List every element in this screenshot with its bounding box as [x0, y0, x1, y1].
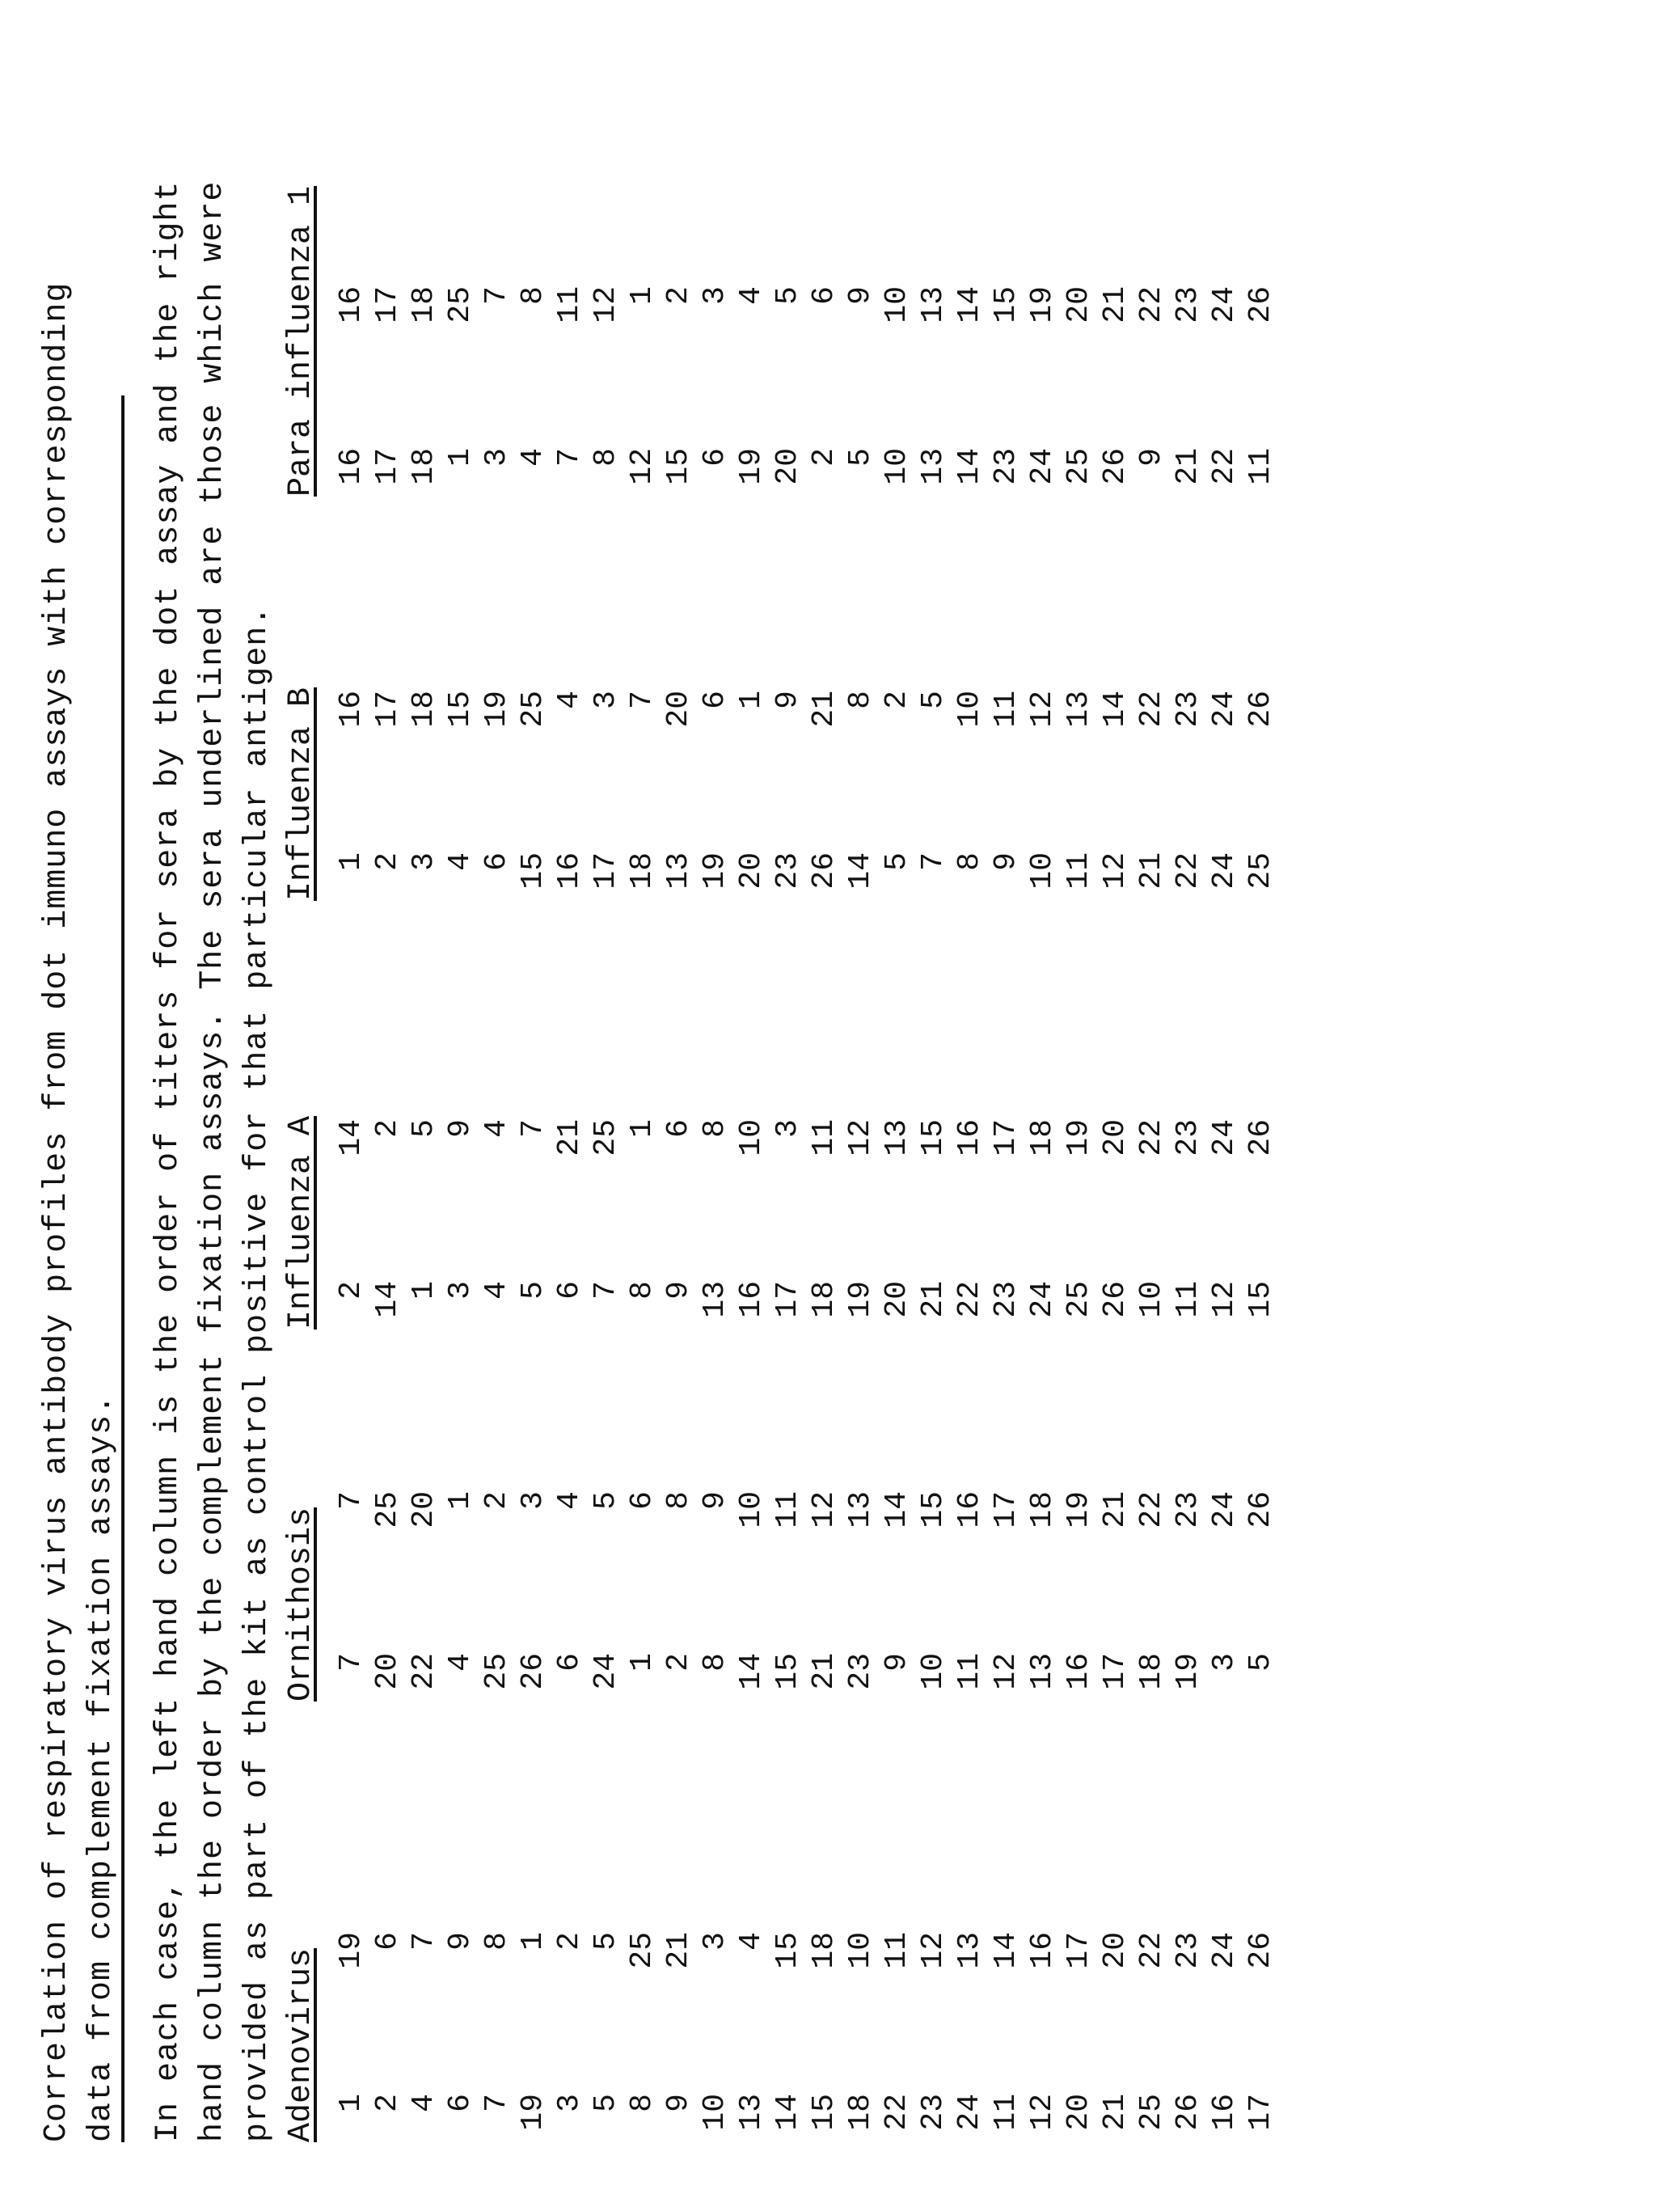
serum-rank-cell: 11	[880, 1932, 914, 1969]
serum-rank-cell: 4	[516, 448, 551, 467]
serum-rank-cell: 11	[552, 286, 587, 323]
serum-rank-cell: 5	[407, 1119, 441, 1138]
serum-rank-cell: 18	[407, 691, 441, 728]
serum-rank-cell: 16	[1062, 1653, 1096, 1690]
serum-rank-cell: 17	[770, 1281, 805, 1318]
serum-rank-cell: 18	[1025, 1491, 1060, 1528]
serum-rank-cell: 5	[589, 1491, 623, 1510]
antigen-group-title: Adenovirus	[283, 1947, 319, 2142]
serum-rank-cell: 3	[552, 2094, 587, 2112]
serum-rank-cell: 5	[516, 1281, 551, 1300]
serum-rank-cell: 14	[989, 1932, 1024, 1969]
serum-rank-cell: 19	[1062, 1491, 1096, 1528]
serum-rank-cell: 10	[880, 448, 914, 485]
serum-rank-cell: 23	[989, 1281, 1024, 1318]
serum-rank-cell: 10	[734, 1491, 769, 1528]
serum-rank-cell: 13	[661, 852, 696, 890]
serum-rank-cell: 22	[1171, 852, 1205, 890]
serum-rank-cell: 17	[1062, 1932, 1096, 1969]
serum-rank-cell: 20	[880, 1281, 914, 1318]
serum-rank-cell: 5	[880, 852, 914, 871]
antigen-group-title: Influenza B	[283, 687, 319, 901]
serum-rank-cell: 15	[916, 1491, 951, 1528]
serum-rank-cell: 10	[916, 1653, 951, 1690]
serum-rank-cell: 2	[479, 1491, 514, 1510]
serum-rank-cell: 4	[443, 852, 478, 871]
serum-rank-cell: 12	[625, 448, 660, 485]
serum-rank-cell: 15	[807, 2094, 842, 2131]
serum-rank-cell: 19	[479, 691, 514, 728]
serum-rank-cell: 24	[1025, 1281, 1060, 1318]
serum-rank-cell: 4	[734, 286, 769, 305]
serum-rank-cell: 10	[1134, 1281, 1169, 1318]
serum-rank-cell: 9	[880, 1653, 914, 1672]
serum-rank-cell: 19	[698, 852, 732, 890]
serum-rank-cell: 12	[1207, 1281, 1242, 1318]
serum-rank-cell: 8	[479, 1932, 514, 1951]
serum-rank-cell: 7	[334, 1653, 369, 1672]
serum-rank-cell: 8	[589, 448, 623, 467]
serum-rank-cell: 26	[1171, 2094, 1205, 2131]
serum-rank-cell: 25	[589, 1119, 623, 1156]
serum-rank-cell: 12	[916, 1932, 951, 1969]
serum-rank-cell: 24	[589, 1653, 623, 1690]
complement-fixation-column	[333, 1119, 1279, 1176]
serum-rank-cell: 2	[370, 1119, 405, 1138]
serum-rank-cell: 21	[916, 1281, 951, 1318]
serum-rank-cell: 16	[334, 691, 369, 728]
serum-rank-cell: 1	[334, 2094, 369, 2112]
serum-rank-cell: 13	[734, 2094, 769, 2131]
serum-rank-cell: 3	[479, 448, 514, 467]
serum-rank-cell: 2	[661, 1653, 696, 1672]
serum-rank-cell: 19	[334, 1932, 369, 1969]
serum-rank-cell: 19	[1025, 286, 1060, 323]
serum-rank-cell: 3	[443, 1281, 478, 1300]
serum-rank-cell: 20	[770, 448, 805, 485]
serum-rank-cell: 9	[1134, 448, 1169, 467]
serum-rank-cell: 14	[843, 852, 878, 890]
serum-rank-cell: 26	[1098, 1281, 1133, 1318]
serum-rank-cell: 22	[1134, 1491, 1169, 1528]
dot-assay-column	[333, 852, 1279, 901]
serum-rank-cell: 7	[407, 1932, 441, 1951]
serum-rank-cell: 8	[952, 852, 987, 871]
serum-rank-cell: 18	[625, 852, 660, 890]
serum-rank-cell: 24	[1207, 1119, 1242, 1156]
serum-rank-cell: 4	[407, 2094, 441, 2112]
serum-rank-cell: 15	[916, 1119, 951, 1156]
serum-rank-cell: 21	[1098, 286, 1133, 323]
serum-rank-cell: 5	[770, 286, 805, 305]
serum-rank-cell: 6	[370, 1932, 405, 1951]
serum-rank-cell: 16	[334, 286, 369, 323]
title-divider	[121, 395, 125, 2142]
serum-rank-cell: 3	[589, 691, 623, 709]
serum-rank-cell: 11	[1243, 448, 1278, 485]
serum-rank-cell: 17	[589, 852, 623, 890]
serum-rank-cell: 4	[734, 1932, 769, 1951]
serum-rank-cell: 25	[443, 286, 478, 323]
serum-rank-cell: 26	[1243, 1119, 1278, 1156]
serum-rank-cell: 11	[989, 2094, 1024, 2131]
serum-rank-cell: 17	[370, 448, 405, 485]
serum-rank-cell: 17	[370, 691, 405, 728]
serum-rank-cell: 16	[952, 1119, 987, 1156]
serum-rank-cell: 1	[625, 1653, 660, 1672]
serum-rank-cell: 19	[1171, 1653, 1205, 1690]
serum-rank-cell: 15	[516, 852, 551, 890]
serum-rank-cell: 12	[843, 1119, 878, 1156]
serum-rank-cell: 26	[516, 1653, 551, 1690]
serum-rank-cell: 2	[552, 1932, 587, 1951]
serum-rank-cell: 20	[1062, 286, 1096, 323]
serum-rank-cell: 7	[625, 691, 660, 709]
serum-rank-cell: 21	[1171, 448, 1205, 485]
serum-rank-cell: 1	[516, 1932, 551, 1951]
serum-rank-cell: 12	[1025, 2094, 1060, 2131]
serum-rank-cell: 21	[807, 691, 842, 728]
serum-rank-cell: 17	[1098, 1653, 1133, 1690]
serum-rank-cell: 3	[407, 852, 441, 871]
serum-rank-cell: 18	[1025, 1119, 1060, 1156]
serum-rank-cell: 14	[770, 2094, 805, 2131]
serum-rank-cell: 25	[370, 1491, 405, 1528]
serum-rank-cell: 23	[843, 1653, 878, 1690]
serum-rank-cell: 21	[807, 1653, 842, 1690]
serum-rank-cell: 21	[552, 1119, 587, 1156]
serum-rank-cell: 1	[625, 1119, 660, 1138]
serum-rank-cell: 16	[1025, 1932, 1060, 1969]
serum-rank-cell: 26	[1098, 448, 1133, 485]
serum-rank-cell: 6	[552, 1281, 587, 1300]
serum-rank-cell: 20	[370, 1653, 405, 1690]
serum-rank-cell: 8	[661, 1491, 696, 1510]
dot-assay-column	[333, 1653, 1279, 1702]
serum-rank-cell: 15	[770, 1653, 805, 1690]
description-line-1: In each case, the left hand column is the order of titers for sera by the dot assay and the right	[150, 180, 187, 2142]
serum-rank-cell: 2	[880, 691, 914, 709]
serum-rank-cell: 10	[880, 286, 914, 323]
serum-rank-cell: 16	[552, 852, 587, 890]
serum-rank-cell: 10	[1025, 852, 1060, 890]
serum-rank-cell: 3	[1207, 1653, 1242, 1672]
serum-rank-cell: 13	[1062, 691, 1096, 728]
serum-rank-cell: 4	[479, 1281, 514, 1300]
serum-rank-cell: 10	[952, 691, 987, 728]
serum-rank-cell: 24	[1207, 1491, 1242, 1528]
serum-rank-cell: 21	[1098, 1491, 1133, 1528]
complement-fixation-column	[333, 691, 1279, 747]
serum-rank-cell: 25	[479, 1653, 514, 1690]
title-line-2: data from complement fixation assays.	[83, 1393, 120, 2142]
serum-rank-cell: 8	[843, 691, 878, 709]
serum-rank-cell: 23	[916, 2094, 951, 2131]
serum-rank-cell: 22	[1207, 448, 1242, 485]
serum-rank-cell: 9	[443, 1932, 478, 1951]
serum-rank-cell: 8	[625, 2094, 660, 2112]
serum-rank-cell: 23	[1171, 286, 1205, 323]
serum-rank-cell: 13	[880, 1119, 914, 1156]
serum-rank-cell: 11	[1062, 852, 1096, 890]
serum-rank-cell: 2	[334, 1281, 369, 1300]
serum-rank-cell: 6	[625, 1491, 660, 1510]
serum-rank-cell: 2	[661, 286, 696, 305]
serum-rank-cell: 24	[1207, 286, 1242, 323]
complement-fixation-column	[333, 1932, 1279, 1989]
serum-rank-cell: 14	[334, 1119, 369, 1156]
serum-rank-cell: 14	[952, 286, 987, 323]
serum-rank-cell: 6	[552, 1653, 587, 1672]
serum-rank-cell: 25	[1062, 1281, 1096, 1318]
serum-rank-cell: 26	[1243, 1491, 1278, 1528]
serum-rank-cell: 5	[1243, 1653, 1278, 1672]
serum-rank-cell: 11	[989, 691, 1024, 728]
serum-rank-cell: 8	[516, 286, 551, 305]
serum-rank-cell: 23	[1171, 1491, 1205, 1528]
serum-rank-cell: 24	[1207, 691, 1242, 728]
serum-rank-cell: 16	[734, 1281, 769, 1318]
serum-rank-cell: 4	[552, 1491, 587, 1510]
dot-assay-column	[333, 1281, 1279, 1330]
serum-rank-cell: 16	[1207, 2094, 1242, 2131]
serum-rank-cell: 14	[952, 448, 987, 485]
serum-rank-cell: 20	[661, 691, 696, 728]
serum-rank-cell: 3	[698, 1932, 732, 1951]
serum-rank-cell: 21	[661, 1932, 696, 1969]
serum-rank-cell: 19	[843, 1281, 878, 1318]
serum-rank-cell: 5	[916, 691, 951, 709]
serum-rank-cell: 3	[698, 286, 732, 305]
serum-rank-cell: 2	[807, 448, 842, 467]
serum-rank-cell: 20	[407, 1491, 441, 1528]
serum-rank-cell: 3	[516, 1491, 551, 1510]
serum-rank-cell: 20	[1098, 1119, 1133, 1156]
serum-rank-cell: 11	[1171, 1281, 1205, 1318]
description-line-3: provided as part of the kit as control positive for that particular antigen.	[239, 605, 276, 2142]
serum-rank-cell: 9	[443, 1119, 478, 1138]
serum-rank-cell: 23	[989, 448, 1024, 485]
serum-rank-cell: 18	[1134, 1653, 1169, 1690]
serum-rank-cell: 25	[625, 1932, 660, 1969]
serum-rank-cell: 15	[661, 448, 696, 485]
serum-rank-cell: 6	[661, 1119, 696, 1138]
serum-rank-cell: 11	[807, 1119, 842, 1156]
serum-rank-cell: 6	[807, 286, 842, 305]
serum-rank-cell: 13	[698, 1281, 732, 1318]
serum-rank-cell: 4	[479, 1119, 514, 1138]
serum-rank-cell: 25	[1243, 852, 1278, 890]
antigen-group-title: Ornithosis	[283, 1507, 319, 1702]
dot-assay-column	[333, 2094, 1279, 2142]
serum-rank-cell: 17	[989, 1119, 1024, 1156]
serum-rank-cell: 24	[952, 2094, 987, 2131]
serum-rank-cell: 26	[807, 852, 842, 890]
serum-rank-cell: 10	[734, 1119, 769, 1156]
serum-rank-cell: 12	[989, 1653, 1024, 1690]
serum-rank-cell: 13	[1025, 1653, 1060, 1690]
serum-rank-cell: 6	[479, 852, 514, 871]
serum-rank-cell: 5	[589, 1932, 623, 1951]
serum-rank-cell: 11	[952, 1653, 987, 1690]
serum-rank-cell: 26	[1243, 286, 1278, 323]
serum-rank-cell: 9	[989, 852, 1024, 871]
serum-rank-cell: 18	[407, 286, 441, 323]
serum-rank-cell: 1	[734, 691, 769, 709]
serum-rank-cell: 22	[880, 2094, 914, 2131]
serum-rank-cell: 6	[698, 448, 732, 467]
serum-rank-cell: 10	[698, 2094, 732, 2131]
serum-rank-cell: 23	[1171, 1932, 1205, 1969]
antigen-group-title: Influenza A	[283, 1115, 319, 1330]
serum-rank-cell: 15	[770, 1932, 805, 1969]
serum-rank-cell: 15	[443, 691, 478, 728]
serum-rank-cell: 9	[661, 1281, 696, 1300]
serum-rank-cell: 12	[1025, 691, 1060, 728]
serum-rank-cell: 20	[1098, 1932, 1133, 1969]
serum-rank-cell: 18	[807, 1932, 842, 1969]
serum-rank-cell: 23	[1171, 691, 1205, 728]
serum-rank-cell: 18	[807, 1281, 842, 1318]
serum-rank-cell: 22	[1134, 1119, 1169, 1156]
serum-rank-cell: 25	[516, 691, 551, 728]
serum-rank-cell: 18	[843, 2094, 878, 2131]
serum-rank-cell: 24	[1207, 1932, 1242, 1969]
serum-rank-cell: 11	[770, 1491, 805, 1528]
serum-rank-cell: 1	[625, 286, 660, 305]
serum-rank-cell: 7	[516, 1119, 551, 1138]
serum-rank-cell: 14	[370, 1281, 405, 1318]
serum-rank-cell: 4	[552, 691, 587, 709]
serum-rank-cell: 17	[1243, 2094, 1278, 2131]
serum-rank-cell: 23	[1171, 1119, 1205, 1156]
serum-rank-cell: 14	[1098, 691, 1133, 728]
serum-rank-cell: 12	[807, 1491, 842, 1528]
serum-rank-cell: 7	[334, 1491, 369, 1510]
serum-rank-cell: 12	[589, 286, 623, 323]
serum-rank-cell: 22	[1134, 286, 1169, 323]
serum-rank-cell: 6	[698, 691, 732, 709]
title-line-1: Correlation of respiratory virus antibody profiles from dot immuno assays with corresponding	[39, 281, 75, 2142]
serum-rank-cell: 20	[1062, 2094, 1096, 2131]
serum-rank-cell: 7	[916, 852, 951, 871]
serum-rank-cell: 22	[1134, 1932, 1169, 1969]
serum-rank-cell: 13	[952, 1932, 987, 1969]
serum-rank-cell: 7	[479, 2094, 514, 2112]
serum-rank-cell: 14	[734, 1653, 769, 1690]
serum-rank-cell: 8	[625, 1281, 660, 1300]
serum-rank-cell: 15	[1243, 1281, 1278, 1318]
serum-rank-cell: 2	[370, 2094, 405, 2112]
serum-rank-cell: 18	[407, 448, 441, 485]
serum-rank-cell: 12	[1098, 852, 1133, 890]
serum-rank-cell: 13	[843, 1491, 878, 1528]
serum-rank-cell: 13	[916, 448, 951, 485]
serum-rank-cell: 19	[734, 448, 769, 485]
serum-rank-cell: 21	[1098, 2094, 1133, 2131]
complement-fixation-column	[333, 1491, 1279, 1548]
serum-rank-cell: 16	[334, 448, 369, 485]
serum-rank-cell: 9	[770, 691, 805, 709]
dot-assay-column	[333, 448, 1279, 497]
serum-rank-cell: 22	[407, 1653, 441, 1690]
description-line-2: hand column the order by the complement fixation assays. The sera underlined are those which were	[195, 180, 231, 2142]
serum-rank-cell: 19	[516, 2094, 551, 2131]
serum-rank-cell: 7	[479, 286, 514, 305]
serum-rank-cell: 10	[843, 1932, 878, 1969]
serum-rank-cell: 2	[370, 852, 405, 871]
serum-rank-cell: 26	[1243, 1932, 1278, 1969]
serum-rank-cell: 22	[952, 1281, 987, 1318]
serum-rank-cell: 25	[1062, 448, 1096, 485]
serum-rank-cell: 7	[589, 1281, 623, 1300]
serum-rank-cell: 20	[734, 852, 769, 890]
complement-fixation-column	[333, 286, 1279, 343]
serum-rank-cell: 25	[1134, 2094, 1169, 2131]
serum-rank-cell: 19	[1062, 1119, 1096, 1156]
serum-rank-cell: 13	[916, 286, 951, 323]
serum-rank-cell: 8	[698, 1653, 732, 1672]
serum-rank-cell: 24	[1025, 448, 1060, 485]
antigen-group-title: Para influenza 1	[283, 185, 319, 497]
serum-rank-cell: 9	[698, 1491, 732, 1510]
serum-rank-cell: 22	[1134, 691, 1169, 728]
serum-rank-cell: 17	[370, 286, 405, 323]
serum-rank-cell: 17	[989, 1491, 1024, 1528]
serum-rank-cell: 26	[1243, 691, 1278, 728]
serum-rank-cell: 1	[334, 852, 369, 871]
serum-rank-cell: 3	[770, 1119, 805, 1138]
serum-rank-cell: 14	[880, 1491, 914, 1528]
serum-rank-cell: 15	[989, 286, 1024, 323]
serum-rank-cell: 1	[443, 1491, 478, 1510]
serum-rank-cell: 1	[443, 448, 478, 467]
serum-rank-cell: 1	[407, 1281, 441, 1300]
serum-rank-cell: 9	[661, 2094, 696, 2112]
serum-rank-cell: 21	[1134, 852, 1169, 890]
serum-rank-cell: 5	[589, 2094, 623, 2112]
serum-rank-cell: 9	[843, 286, 878, 305]
serum-rank-cell: 7	[552, 448, 587, 467]
serum-rank-cell: 24	[1207, 852, 1242, 890]
serum-rank-cell: 4	[443, 1653, 478, 1672]
serum-rank-cell: 23	[770, 852, 805, 890]
serum-rank-cell: 16	[952, 1491, 987, 1528]
serum-rank-cell: 6	[443, 2094, 478, 2112]
serum-rank-cell: 5	[843, 448, 878, 467]
serum-rank-cell: 8	[698, 1119, 732, 1138]
